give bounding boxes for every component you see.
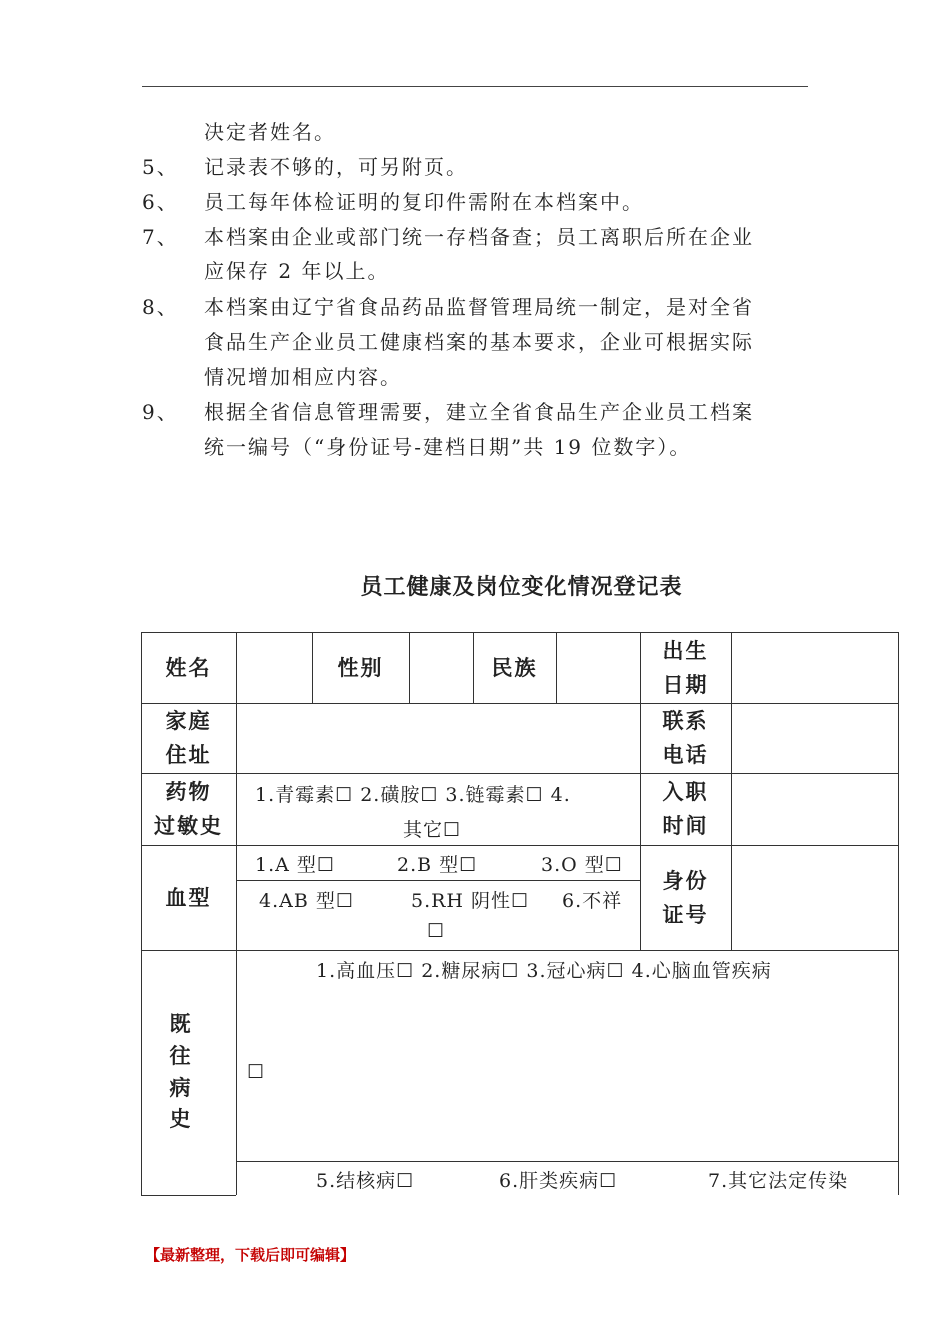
birth-date-label-1: 出生 bbox=[662, 639, 709, 663]
blood-type-unknown-option[interactable]: 6.不祥 bbox=[562, 890, 623, 912]
hire-date-label-2: 时间 bbox=[662, 814, 709, 838]
hire-date-label-1: 入职 bbox=[662, 780, 709, 804]
note-8-line-2: 食品生产企业员工健康档案的基本要求，企业可根据实际 bbox=[204, 330, 754, 354]
id-number-field[interactable] bbox=[732, 846, 898, 950]
gender-label: 性别 bbox=[337, 656, 384, 680]
id-number-label-1: 身份 bbox=[662, 869, 709, 893]
note-5-number: 5、 bbox=[142, 155, 179, 179]
note-9-line-1: 根据全省信息管理需要，建立全省食品生产企业员工档案 bbox=[204, 400, 754, 424]
blood-inner-line bbox=[236, 880, 640, 881]
allergy-label-2: 过敏史 bbox=[154, 814, 223, 838]
name-field[interactable] bbox=[237, 633, 312, 703]
history-label-char-3: 病 bbox=[169, 1076, 193, 1100]
note-continuation: 决定者姓名。 bbox=[204, 120, 336, 144]
note-6-line-1: 员工每年体检证明的复印件需附在本档案中。 bbox=[204, 190, 644, 214]
id-number-label-2: 证号 bbox=[662, 903, 709, 927]
phone-label-1: 联系 bbox=[662, 709, 709, 733]
phone-field[interactable] bbox=[732, 704, 898, 773]
note-7-line-2: 应保存 2 年以上。 bbox=[204, 259, 390, 283]
history-label-char-2: 往 bbox=[169, 1044, 193, 1068]
history-liver-option[interactable]: 6.肝类疾病☐ bbox=[499, 1170, 618, 1192]
birth-date-field[interactable] bbox=[732, 633, 898, 703]
note-7-line-1: 本档案由企业或部门统一存档备查；员工离职后所在企业 bbox=[204, 225, 754, 249]
hire-date-field[interactable] bbox=[732, 774, 898, 845]
history-label-char-1: 既 bbox=[169, 1012, 193, 1036]
note-8-line-3: 情况增加相应内容。 bbox=[204, 365, 402, 389]
ethnicity-label: 民族 bbox=[491, 656, 538, 680]
allergy-options-line-2[interactable]: 其它☐ bbox=[403, 819, 462, 841]
table-border-bottom bbox=[141, 1195, 236, 1196]
note-8-line-1: 本档案由辽宁省食品药品监督管理局统一制定，是对全省 bbox=[204, 295, 754, 319]
note-5-line-1: 记录表不够的，可另附页。 bbox=[204, 155, 468, 179]
note-6-number: 6、 bbox=[142, 190, 179, 214]
blood-type-ab-option[interactable]: 4.AB 型☐ bbox=[259, 890, 354, 912]
row-line-4 bbox=[141, 950, 898, 951]
blood-type-rh-option[interactable]: 5.RH 阴性☐ bbox=[411, 890, 530, 912]
blood-type-unknown-checkbox[interactable]: ☐ bbox=[427, 920, 446, 942]
form-title: 员工健康及岗位变化情况登记表 bbox=[360, 575, 683, 600]
blood-type-b-option[interactable]: 2.B 型☐ bbox=[397, 854, 478, 876]
blood-type-label: 血型 bbox=[165, 886, 212, 910]
phone-label-2: 电话 bbox=[662, 743, 709, 767]
history-inner-line bbox=[236, 1161, 898, 1162]
history-label-char-4: 史 bbox=[169, 1107, 193, 1131]
name-label: 姓名 bbox=[165, 656, 212, 680]
address-label-1: 家庭 bbox=[165, 709, 212, 733]
note-7-number: 7、 bbox=[142, 225, 179, 249]
header-rule bbox=[142, 86, 808, 87]
allergy-label-1: 药物 bbox=[165, 780, 212, 804]
note-9-number: 9、 bbox=[142, 400, 179, 424]
note-8-number: 8、 bbox=[142, 295, 179, 319]
blood-type-o-option[interactable]: 3.O 型☐ bbox=[541, 854, 623, 876]
gender-field[interactable] bbox=[410, 633, 473, 703]
birth-date-label-2: 日期 bbox=[662, 673, 709, 697]
history-tuberculosis-option[interactable]: 5.结核病☐ bbox=[316, 1170, 415, 1192]
footer-note: 【最新整理，下载后即可编辑】 bbox=[145, 1246, 356, 1264]
history-options-line-1[interactable]: 1.高血压☐ 2.糖尿病☐ 3.冠心病☐ 4.心脑血管疾病 bbox=[316, 960, 772, 982]
history-cardio-checkbox[interactable]: ☐ bbox=[247, 1061, 266, 1083]
ethnicity-field[interactable] bbox=[557, 633, 640, 703]
address-label-2: 住址 bbox=[165, 743, 212, 767]
note-9-line-2: 统一编号（“身份证号-建档日期”共 19 位数字）。 bbox=[204, 435, 692, 459]
address-field[interactable] bbox=[237, 704, 640, 773]
blood-type-a-option[interactable]: 1.A 型☐ bbox=[255, 854, 335, 876]
table-border-right bbox=[898, 632, 899, 1195]
allergy-options-line-1[interactable]: 1.青霉素☐ 2.磺胺☐ 3.链霉素☐ 4. bbox=[255, 784, 571, 806]
history-other-infectious-option[interactable]: 7.其它法定传染 bbox=[708, 1170, 849, 1192]
